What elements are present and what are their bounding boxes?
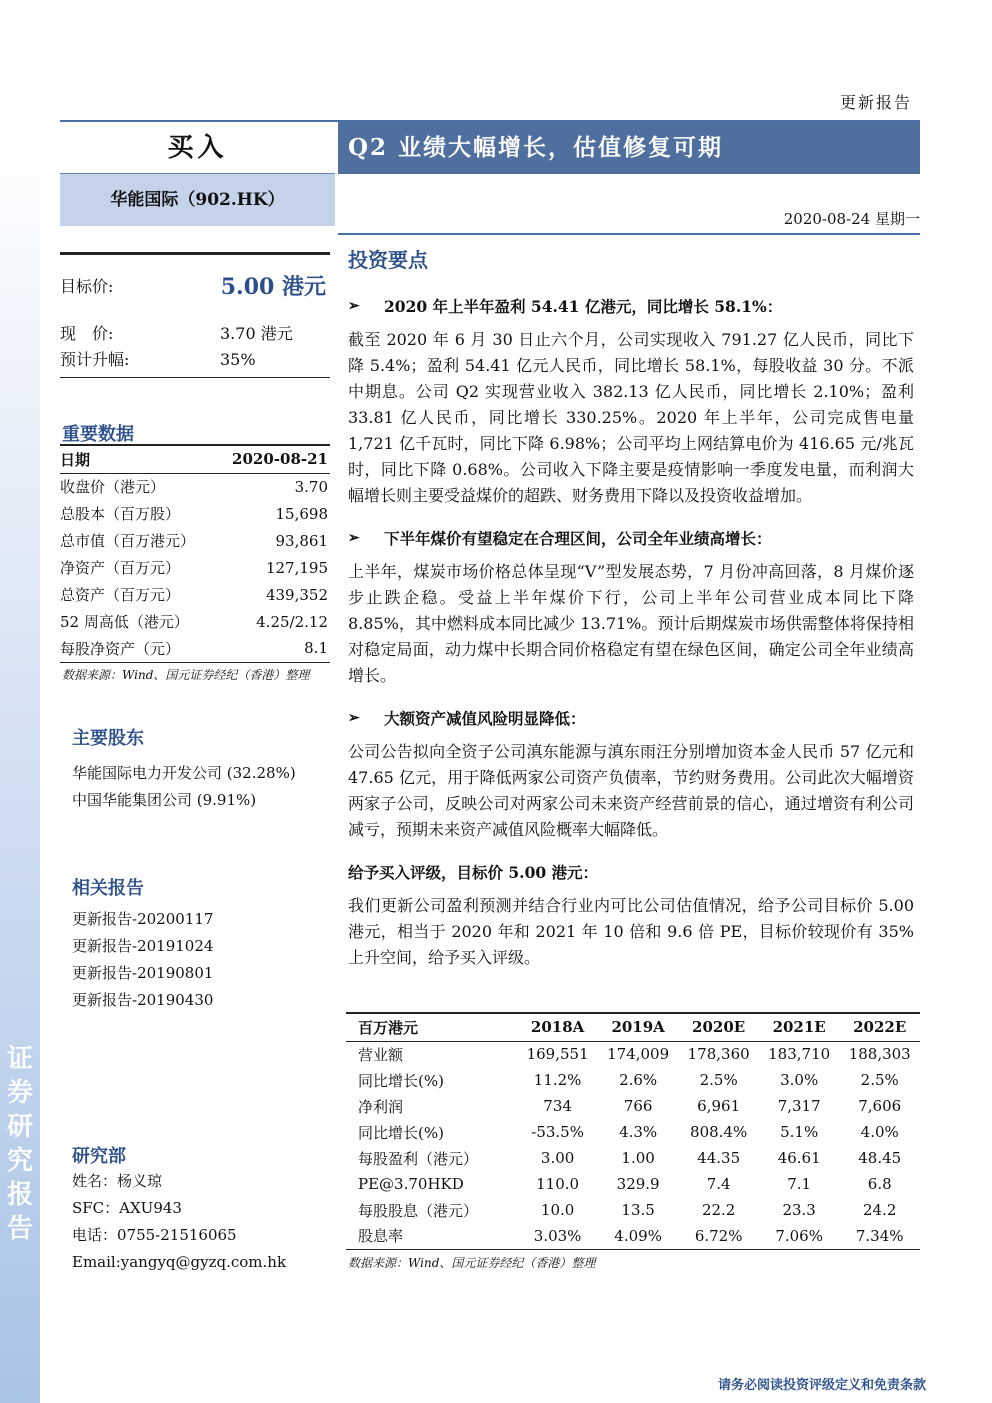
key-data-header-date: 2020-08-21 [216,445,330,473]
table-row [60,473,330,500]
rating-paragraph: 我们更新公司盈利预测并结合行业内可比公司估值情况，给予公司目标价 5.00 港元，相当于 2020 年和 2021 年 10 倍和 9.6 倍 PE，目标价较现价有 35%上升空间，给予买入评级。 [348,896,914,967]
key-data-table [60,444,330,663]
table-cell: 808.4% [690,1123,748,1141]
table-cell: 13.5 [621,1201,655,1219]
side-char: 告 [6,1214,33,1244]
related-report-link[interactable]: 更新报告-20190430 [72,991,214,1009]
list-item: 中国华能集团公司 (9.91%) [72,791,257,809]
table-cell: 6,961 [697,1097,741,1115]
table-cell: 329.9 [616,1175,660,1193]
table-cell: 766 [623,1097,653,1115]
table-row [346,1223,920,1249]
table-row [60,527,330,554]
table-cell: 7.4 [706,1175,731,1193]
analyst-phone: 电话：0755-21516065 [72,1226,237,1244]
key-data-label: 每股净资产（元） [60,635,216,662]
related-report-link[interactable]: 更新报告-20200117 [72,910,214,928]
target-price-row [60,265,330,305]
analyst-sfc: SFC：AXU943 [72,1199,182,1217]
column-header: 2020E [678,1013,759,1041]
table-row [60,554,330,581]
highlight-paragraph: 上半年，煤炭市场价格总体呈现“V”型发展态势，7 月份冲高回落，8 月煤价逐步止跌企稳。受益上半年煤价下行，公司上半年公司营业成本同比下降 8.85%，其中燃料成本同比减少 13.71%。预计后期煤炭市场供需整体将保持相对稳定局面，动力煤中长期合同价格稳定有望在绿色区间，确定公司全年业绩高增长。 [348,562,914,685]
table-row [60,500,330,527]
shareholders-title: 主要股东 [72,728,144,749]
table-cell: 3.00 [540,1149,575,1167]
side-char: 券 [6,1078,33,1108]
table-row [346,1067,920,1093]
table-cell: 169,551 [526,1045,589,1064]
financial-header-row [346,1013,920,1041]
key-data-source: 数据来源：Wind、国元证券经纪（香港）整理 [62,668,310,682]
table-cell: 48.45 [858,1149,902,1167]
related-report-link[interactable]: 更新报告-20191024 [72,937,214,955]
row-label: 每股盈利（港元） [358,1149,479,1168]
report-title: Q2 业绩大幅增长，估值修复可期 [338,122,920,174]
table-cell: 4.3% [619,1123,658,1141]
analyst-email[interactable]: Email:yangyq@gyzq.com.hk [72,1253,287,1271]
key-data-label: 总资产（百万元） [60,586,181,604]
side-vertical-label [0,1042,40,1246]
side-char: 证 [6,1044,33,1074]
table-cell: 178,360 [687,1045,750,1064]
key-data-value: 3.70 [294,477,328,496]
row-label: 同比增长(%) [358,1123,444,1142]
table-row [346,1197,920,1223]
row-label: PE@3.70HKD [358,1175,464,1193]
key-data-value: 8.1 [216,635,330,662]
key-data-value: 439,352 [265,585,328,604]
price-bottom-rule [60,377,330,378]
highlight-heading: 大额资产减值风险明显降低： [384,709,586,728]
price-summary [60,252,330,378]
target-price-value: 5.00 港元 [220,273,326,300]
investment-title: 投资要点 [348,248,428,272]
row-label: 营业额 [358,1045,404,1064]
table-row [346,1145,920,1171]
financial-forecast-table [346,1012,920,1250]
table-cell: 2.6% [619,1071,658,1089]
rating-label: 买入 [60,122,335,174]
key-data-header-row [60,445,330,473]
upside-row [60,347,330,373]
highlight-heading: 2020 年上半年盈利 54.41 亿港元，同比增长 58.1%： [384,297,783,316]
upside-label: 预计升幅: [60,350,130,369]
row-label: 每股股息（港元） [358,1201,479,1220]
table-row [60,608,330,635]
key-data-label: 52 周高低（港元） [60,613,189,631]
report-date: 2020-08-24 星期一 [338,208,920,235]
column-header: 2021E [759,1013,840,1041]
table-cell: 11.2% [533,1071,582,1089]
key-data-label: 净资产（百万元） [60,559,181,577]
key-data-value: 127,195 [265,558,328,577]
current-price-label: 现 价: [60,324,114,343]
column-header: 百万港元 [346,1013,517,1041]
rating-heading: 给予买入评级，目标价 5.00 港元： [348,863,599,882]
highlight-paragraph: 公司公告拟向全资子公司滇东能源与滇东雨汪分别增加资本金人民币 57 亿元和 47.65 亿元，用于降低两家公司资产负债率，节约财务费用。公司此次大幅增资两家子公司，反映公司对两家公司未来资产经营前景的信心，通过增资有利公司减亏，预期未来资产减值风险概率大幅降低。 [348,742,914,839]
shareholders-list [72,760,296,814]
analyst-info [72,1168,286,1276]
key-data-value: 93,861 [275,531,328,550]
table-cell: 22.2 [701,1201,736,1219]
row-label: 同比增长(%) [358,1071,444,1090]
highlight-bullet [348,703,914,733]
table-row [60,635,330,662]
table-cell: 24.2 [863,1201,897,1219]
table-row [346,1041,920,1067]
side-char: 报 [6,1180,33,1210]
upside-value: 35% [220,350,256,369]
key-data-label: 总股本（百万股） [60,505,181,523]
target-price-label: 目标价: [60,276,114,296]
analyst-title: 研究部 [72,1146,126,1167]
table-cell: 1.00 [621,1149,655,1167]
analyst-name: 姓名：杨义琼 [72,1172,163,1190]
stock-name: 华能国际（902.HK） [60,174,335,226]
table-cell: 110.0 [536,1175,580,1193]
table-cell: 4.0% [860,1123,899,1141]
table-row [346,1171,920,1197]
table-cell: 7.34% [839,1223,920,1249]
table-cell: 5.1% [780,1123,819,1141]
key-data-title: 重要数据 [62,424,134,445]
table-cell: 44.35 [697,1149,741,1167]
table-cell: 183,710 [768,1045,831,1064]
column-header: 2018A [517,1013,598,1041]
related-reports-title: 相关报告 [72,878,144,899]
table-cell: 7.06% [759,1223,840,1249]
table-cell: 10.0 [540,1201,575,1219]
table-cell: 734 [543,1097,572,1115]
table-cell: 6.72% [678,1223,759,1249]
table-row [60,581,330,608]
report-type-label: 更新报告 [839,93,912,112]
related-reports-list [72,906,213,1014]
table-cell: 188,303 [848,1045,911,1064]
table-cell: 3.03% [517,1223,598,1249]
table-cell: 174,009 [607,1045,670,1064]
arrow-bullet-icon: ➢ [348,710,360,726]
table-cell: 2.5% [860,1071,899,1089]
highlight-bullet [348,291,914,321]
column-header: 2019A [598,1013,679,1041]
list-item: 华能国际电力开发公司 (32.28%) [72,764,296,782]
table-cell: 7.1 [787,1175,812,1193]
table-cell: -53.5% [531,1123,584,1141]
highlight-paragraph: 截至 2020 年 6 月 30 日止六个月，公司实现收入 791.27 亿人民币，同比下降 5.4%；盈利 54.41 亿元人民币，同比增长 58.1%，每股收益 30 分。不派中期息。公司 Q2 实现营业收入 382.13 亿人民币，同比增长 2.10%；盈利 33.81 亿人民币，同比增长 330.25%。2020 年上半年，公司完成售电量 1,721 亿千瓦时，同比下降 6.98%；公司平均上网结算电价为 416.65 元/兆瓦时，同比下降 0.68%。公司收入下降主要是疫情影响一季度发电量，而利润大幅增长则主要受益煤价的超跌、财务费用下降以及投资收益增加。 [348,330,914,505]
current-price-value: 3.70 港元 [220,324,293,343]
table-cell: 46.61 [777,1149,821,1167]
column-header: 2022E [839,1013,920,1041]
arrow-bullet-icon: ➢ [348,530,360,546]
side-char: 究 [6,1146,33,1176]
highlight-heading: 下半年煤价有望稳定在合理区间，公司全年业绩高增长： [384,529,772,548]
row-label: 净利润 [358,1097,404,1116]
table-row [346,1093,920,1119]
table-cell: 6.8 [867,1175,892,1193]
table-cell: 4.09% [598,1223,679,1249]
table-cell: 2.5% [699,1071,738,1089]
table-cell: 23.3 [782,1201,816,1219]
key-data-value: 15,698 [275,504,328,523]
disclaimer-link[interactable]: 请务必阅读投资评级定义和免责条款 [717,1378,926,1393]
current-price-row [60,321,330,347]
table-cell: 7,317 [777,1097,821,1115]
key-data-value: 4.25/2.12 [256,612,328,631]
side-char: 研 [6,1112,33,1142]
price-top-rule [60,252,330,255]
key-data-label: 总市值（百万港元） [60,532,196,550]
table-row [346,1119,920,1145]
key-data-header-label: 日期 [60,445,216,473]
table-cell: 7,606 [858,1097,902,1115]
financial-source: 数据来源：Wind、国元证券经纪（香港）整理 [348,1256,596,1270]
table-cell: 3.0% [780,1071,819,1089]
investment-highlights [348,244,914,985]
highlight-bullet [348,523,914,553]
row-label: 股息率 [346,1223,517,1249]
key-data-label: 收盘价（港元） [60,478,166,497]
related-report-link[interactable]: 更新报告-20190801 [72,964,214,982]
arrow-bullet-icon: ➢ [348,298,360,314]
